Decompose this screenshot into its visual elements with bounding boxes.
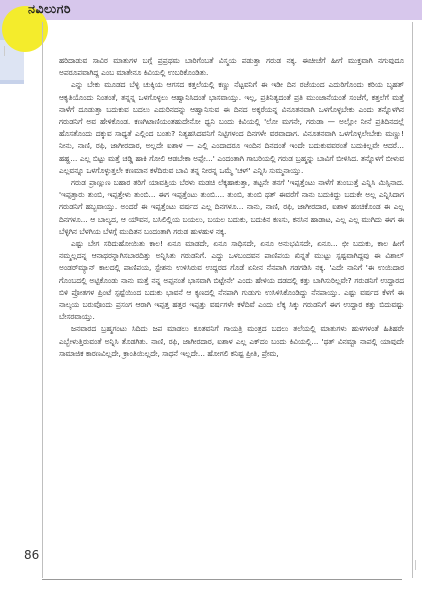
paragraph: ಜನವಾರದ ಬ್ರಹ್ಮಗಂಟು ಸಿದಿದು ಜಪ ಮಾಡಲು ಕೂತವನಿಗೆ ಗಾಯತ್ರಿ ಮಂತ್ರದ ಬದಲು ತಲೆಯಲ್ಲಿ ಮಾತುಗಳು ಹುಳಗಳಂತೆ ಹಿತಿಹರೇ ಎಬ್ಬೇಳುತ್ತಿರುವಂತೆ ಅನ್ನಿಸಿ ತೊಡಗಿತು. ನಾಣಿ, ರಫಿ, ಜಾಗೀರದಾರ, ಐಶಾಳ ಎಲ್ಲ ಎಕ್‌ದಂ ಬಂದು ಕಿವಿಯಲ್ಲಿ... 'ಥತ್ ವಿನಮ್ಟಾ ನಾಪಲ್ಲಿ ಯಾವುದೇ ಸಾಮಾಜಿಕ ಕಾರಣವಿಲ್ಲದೇ, ಕ್ರಾಂತಿಯಿಲ್ಲದೇ, ಸಾಧನೆ ಇಲ್ಲದೇ... ಹೋಗಲಿ ಕನಿಷ್ಟ ಪ್ರೀತಿ, ಪ್ರೇಮ,	[59, 324, 404, 358]
body-text	[59, 55, 404, 360]
left-margin-rule	[42, 22, 43, 578]
footer-rule	[42, 579, 402, 580]
paragraph: ಗರುಡ ಪ್ರಾಣ್ಲುಣ ಬಹಾರ ತರಿಗೆ ಯಾವತ್ತಿಯ ಬೆರಳು ಮಡಚಿ ಲೆಕ್ಕಹಾಕುತ್ತಾ, ತಟ್ಟನೇ ತನಗೆ 'ಇಪ್ಪತ್ತೆಂಟು ನಾಳೆಗೆ ತುಂಬುತ್ತೆ ಎನ್ನಿಸಿ ಮಿಸ್ಸಿನಾದ. 'ಇಪ್ಪತ್ತಾರು ತುಂಬಿ, ಇಪ್ಪತ್ತೇಳು ತುಂಬಿ... ಈಗ ಇಪ್ಪತ್ತೆಂಟು ತುಂಬಿ.... ತುಂಬಿ, ತುಂಬಿ ಥತ್ ಈವರೆಗೆ ನಾನು ಬದುಕಿದ್ದು ಬದುಕೇ ಅಲ್ಲ ಎನ್ನಿಸಿದಾಗ ಗರುಡನಿಗೆ ಹಬ್ಬವಾಯ್ತು. ಅಂದರೆ ಈ ಇಪ್ಪತ್ತೆಂಟು ವರ್ಷದ ಎಲ್ಲ ದಿನಗಳೂ... ನಾನು, ನಾಣಿ, ರಫಿ, ಜಾಗೀರದಾರ, ಐಶಾಳ ಹಂಚಿಕೊಂಡ ಈ ಎಲ್ಲ ದಿನಗಳೂ... ಆ ಬಾಲ್ಯದ, ಆ ಯೌವನ, ಬಸಿಲಿಲ್ಲಿಯ ಬಯಲು, ಬಯಲ ಬದುಕು, ಬದುಕಿನ ಕಣಸು, ಕನಸಿನ ಹಾಡಾಟ, ಎಲ್ಲ ಎಲ್ಲ ಮುಗಿದು ಈಗ ಈ ಬೆಳ್ಳಿಗಿನ ಬೆಳಗಿಯ ಬೆಳಗ್ಗೆ ಮುದಿತನ ಬಂದಂತಾಗಿ ಗರುಡ ಹುಳಹುಳ ನಕ್ಕ.	[59, 178, 404, 236]
crop-mark	[4, 46, 5, 56]
right-margin-rule	[412, 22, 413, 578]
paragraph: ಎನ್ನು ಬೇಕು ಮೂಡದ ಬೆಳ್ಳಿ ಚುಕ್ಕಿಯ ಆಗಸದ ಕತ್ತಲೆಯಲ್ಲಿ ಕಣ್ಣು ನೆಟ್ಟವನಿಗೆ ಈ ಇಡೀ ದಿನ ರಜೆಯಂದ ಎದುರಿಗೊಂದು ಕರಿಯ ಬೃಹತ್ ಆಕೃತಿಯೊಂದು ನಿಂತಂತೆ, ತನ್ನನ್ನ ಒಳಗೊಳ್ಳಲು ಆಹ್ವಾನಿಸಿದಂತೆ ಭಾಸವಾಯ್ತು. ಇಲ್ಲ, ಪ್ರತಿನಿತ್ಯದಂತೆ ಪ್ರತಿ ಮುಂಜಾನೆಯಂತೆ ಸಂಜೆಗೆ, ಕತ್ತಲೆಗೆ ಮತ್ತೆ ನಾಳೆಗೆ ದೂಡುತ್ತಾ ಬದುಕುವ ಬದಲು ಎದುರಿನದನ್ನು ಆಹ್ವಾನಿಸುವ ಈ ದಿನದ ಅಕ್ಕರೆಯನ್ನ ವಿನೂತನವಾಗಿ ಒಳಗೊಳ್ಳಬೇಕು ಎಂದು ತನ್ನೊಳಗಿನ ಗರುಡನಿಗೆ ಅವ ಹೇಳಿಕೊಂಡ. ಕಣಗಿಟಾಣಿಯಂತಹುದೇನೋ ಧ್ವನಿ ಬಂದು ಕಿವಿಯಲ್ಲಿ 'ಲೋ ಮಗನೇ, ಗರುಡಾ — ಅಲ್ಲೋ ನೀನೆ ಪ್ರತಿದಿನದಲ್ಲೆ ಹೊಸತೊಂದು ದಕ್ಕುವ ಸಾಧ್ಯತೆ ಎಲ್ಲಿಂದ ಬಂತು? ನಿತ್ಯಹಸಿದವನಿಗೆ ನಿಟ್ಟಿಗಳಂದ ದಿನಗಳೇ ವರವಾದಾಗ. ವಿನೂತನವಾಗಿ ಒಳಗೊಳ್ಳಲೇಬೇಕು ಮಣ್ಣು! ನೀನು, ನಾಣಿ, ರಫಿ, ಜಾಗೀರದಾರ, ಅಲ್ಲದೇ ಐಶಾಳ — ಎಲ್ಲಿ ಎಂದಾದರೂ ಇಂದಿನ ದಿನದಂತೆ ಇಂದೇ ಬದುಕುವವರಂತೆ ಬದುಕಿಲ್ಲವೇ ಆದರೆ... ಹಹ್ಹ... ಎಲ್ಲ ಬಿಟ್ಟು ಮತ್ತೆ ಚಡ್ಡಿ ಹಾಕಿ ಗೋಲಿ ಆಡಬೇಕಾ ಅಪ್ಪೇ...' ಎಂದಂತಾಗಿ ಗಾಬರಿಯಲ್ಲಿ ಗರುಡ ಬ್ರಹ್ಮನ್ನು ಬಾವಿಗೆ ಬೀಳಿಸಿದ. ತನ್ನೊಳಗೆ ಬೀಳುವ ಎಲ್ಲವನ್ನೂ ಒಳಗೊಳ್ಳುತ್ತಲೇ ಕಣಮಾನ ಕಳೆದಿರುವ ಬಾವಿ ತನ್ನ ನೀರನ್ನ ಒಮ್ಮೆ 'ಚಳ್' ಎನ್ನಿಸಿ ಸುಮ್ಮನಾಯ್ತು.	[59, 80, 404, 175]
crop-mark	[415, 560, 416, 570]
paragraph: ಎಷ್ಟು ಬೇಗ ಸರಿದುಹೋಯಿತು ಕಾಲ! ಏನೂ ಮಾಡದೇ, ಏನೂ ಸಾಧಿಸದೇ, ಏನೂ ಅನುಭವಿಸದೇ, ಏನೂ... ಛೀ ಬದುಕು, ಕಾಲ ಹೀಗೆ ನಮ್ಮಲ್ಲದನ್ನ ಆನಾಥರನ್ನಾಗಿಸಬಾರದಿತ್ತು ಅನ್ನಿಸಿತು ಗರುಡನಿಗೆ. ಎದ್ದು ಒಳಬಂದವನ ಪಾಣಿಪಯ ಖಿನ್ನತೆ ಮುಟ್ಟು ಸ್ಪಷ್ಟವಾಗಿದ್ದವು ಈ ವಿಶಾಲ್ ಅಂಡರ್‌ಮ್ಯಾನ್ ಕಾಲದಲ್ಲಿ ಪಾಣಿಪಯ, ಸ್ಟೇಶನು ಉಳಿಸಿರುವ ಉದ್ದರದ ಗೊಡೆ ಏನೀನ ನೆನಪಾಗಿ ಗಡಗಡಿಸಿ ನಕ್ಕ. 'ಎದೇ ನಾನಿಗೆ 'ಈ ಉಯಿದಾರ ಗೊಂಬದಲ್ಲಿ ಅಟ್ಟಿಕೊಂಡು ನಾನು ಮತ್ತೆ ನನ್ನ ಅಪ್ಪನಂತೆ ಭಾಸವಾಗಿ ಬಿಟ್ಟೇನೇ' ಎಂದು ಹೇಳಿಯ ದಡದಲ್ಲಿ ಕತ್ತು ಬಾಗಿಸುರಿಲ್ಲವೇ? ಗರುಡನಿಗೆ ಉದ್ದಾರದ ಬಿಳಿ ಪ್ರೋತಗಳ ಪ್ರಿಂಟೆ ಸ್ಪಷ್ಟೆಯಿಂದ ಬದುಕು ಭಾವನೆ ಆ ಕೃಣದಲ್ಲಿ ನೆನಪಾಗಿ ಗುಡುಗು ಉಸಿಳಿಸಿಕೊಂಡಿದ್ದು ನೆನಪಾಯ್ತು. ಎಷ್ಟು ವರ್ಷದ ಕೆಳಗೆ ಈ ನಾಲ್ಕಯ ಬರುವೊಂದು ಪ್ರಸಂಗ ಆರಾಗಿ ಇಪ್ಪತ್ತ ಹತ್ತರ ಇಪ್ಪತ್ತು ವರ್ಷಗಳೇ ಕಳೆದಿವೆ ಎಂದು ಲೆಕ್ಕ ಸಿಕ್ಕು ಗರುಡನಿಗೆ ಈಗ ಉದ್ದಾರ ಕತ್ತು ಬಿದುವಷ್ಟು ಬೇಸರವಾಯ್ತು.	[59, 239, 404, 322]
paragraph: ಹರಿದಾಡುವ ಸಾವಿರ ಮಾತುಗಳ ಬಗ್ಗೆ ಪ್ರಪ್ರಥಮ ಬಾರಿಗೆಂಬತೆ ವಿಸ್ಮಯ ಪಡುತ್ತಾ ಗರುಡ ನಕ್ಕ. ಈಚೀಚೆಗೆ ಹೀಗೆ ಮುಕ್ತವಾಗಿ ನಗುವುದೂ ಅಪರೂಪವಾಗಿದ್ದ ಎಂಬ ಮಾತೇನೂ ಕಿವಿಯಲ್ಲಿ ಉಬರಿಕೊಂಡಿತು.	[59, 56, 404, 78]
running-header-title: ನವಿಲುಗರಿ	[28, 1, 71, 16]
page-number: 86	[24, 548, 40, 562]
